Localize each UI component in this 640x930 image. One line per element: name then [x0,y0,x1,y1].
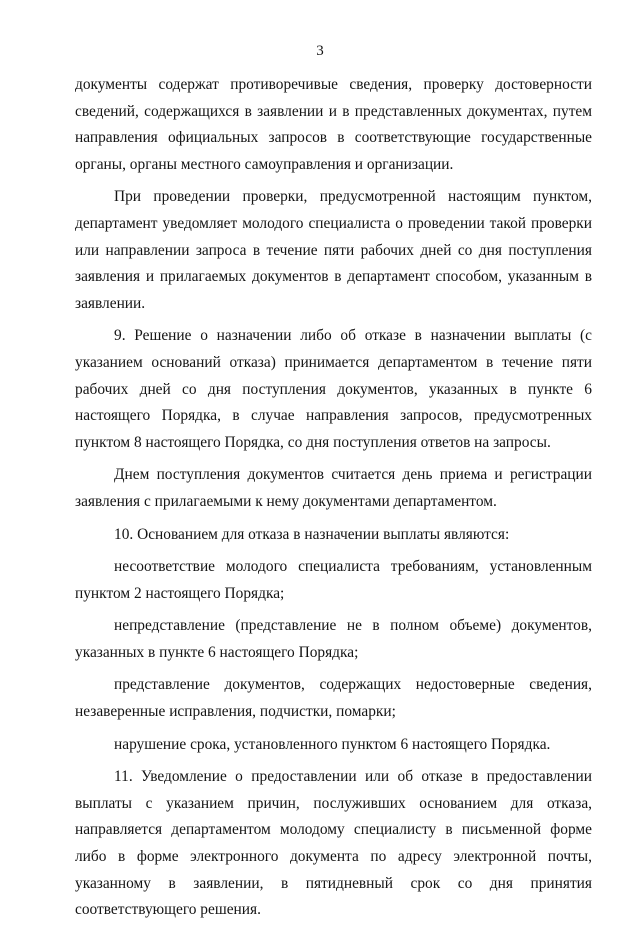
paragraph-receipt-date: Днем поступления документов считается день приема и регистрации заявления с прилагаемыми к нему документами департаментом. [75,466,592,510]
paragraph-item-11: 11. Уведомление о предоставлении или об отказе в предоставлении выплаты с указанием причин, послуживших основанием для отказа, направляется департаментом молодому специалисту в письменной форме либо в форме электронного документа по адресу электронной почты, указанному в заявлении, в пятидневный срок со дня принятия соответствующего решения. [75,768,592,919]
page-number: 3 [316,43,324,59]
paragraph-item-9: 9. Решение о назначении либо об отказе в назначении выплаты (с указанием оснований отказа) принимается департаментом в течение пяти рабочих дней со дня поступления документов, указанных в пункте 6 настоящего Порядка, в случае направления запросов, предусмотренных пунктом 8 настоящего Порядка, со дня поступления ответов на запросы. [75,327,592,451]
document-body [75,72,592,930]
paragraph-continuation: документы содержат противоречивые сведения, проверку достоверности сведений, содержащихся в заявлении и в представленных документах, путем направления официальных запросов в соответствующие государственные органы, органы местного самоуправления и организации. [75,76,592,173]
paragraph-refusal-ground-2: непредставление (представление не в полном объеме) документов, указанных в пункте 6 настоящего Порядка; [75,617,592,661]
paragraph-refusal-ground-4: нарушение срока, установленного пунктом 6 настоящего Порядка. [114,735,551,753]
paragraph-refusal-ground-1: несоответствие молодого специалиста требованиям, установленным пунктом 2 настоящего Порядка; [75,558,592,602]
paragraph-verification-notice: При проведении проверки, предусмотренной настоящим пунктом, департамент уведомляет молодого специалиста о проведении такой проверки или направлении запроса в течение пяти рабочих дней со дня поступления заявления и прилагаемых документов в департамент способом, указанным в заявлении. [75,188,592,312]
paragraph-refusal-ground-3: представление документов, содержащих недостоверные сведения, незаверенные исправления, подчистки, помарки; [75,676,592,721]
paragraph-item-10: 10. Основанием для отказа в назначении выплаты являются: [114,525,510,543]
